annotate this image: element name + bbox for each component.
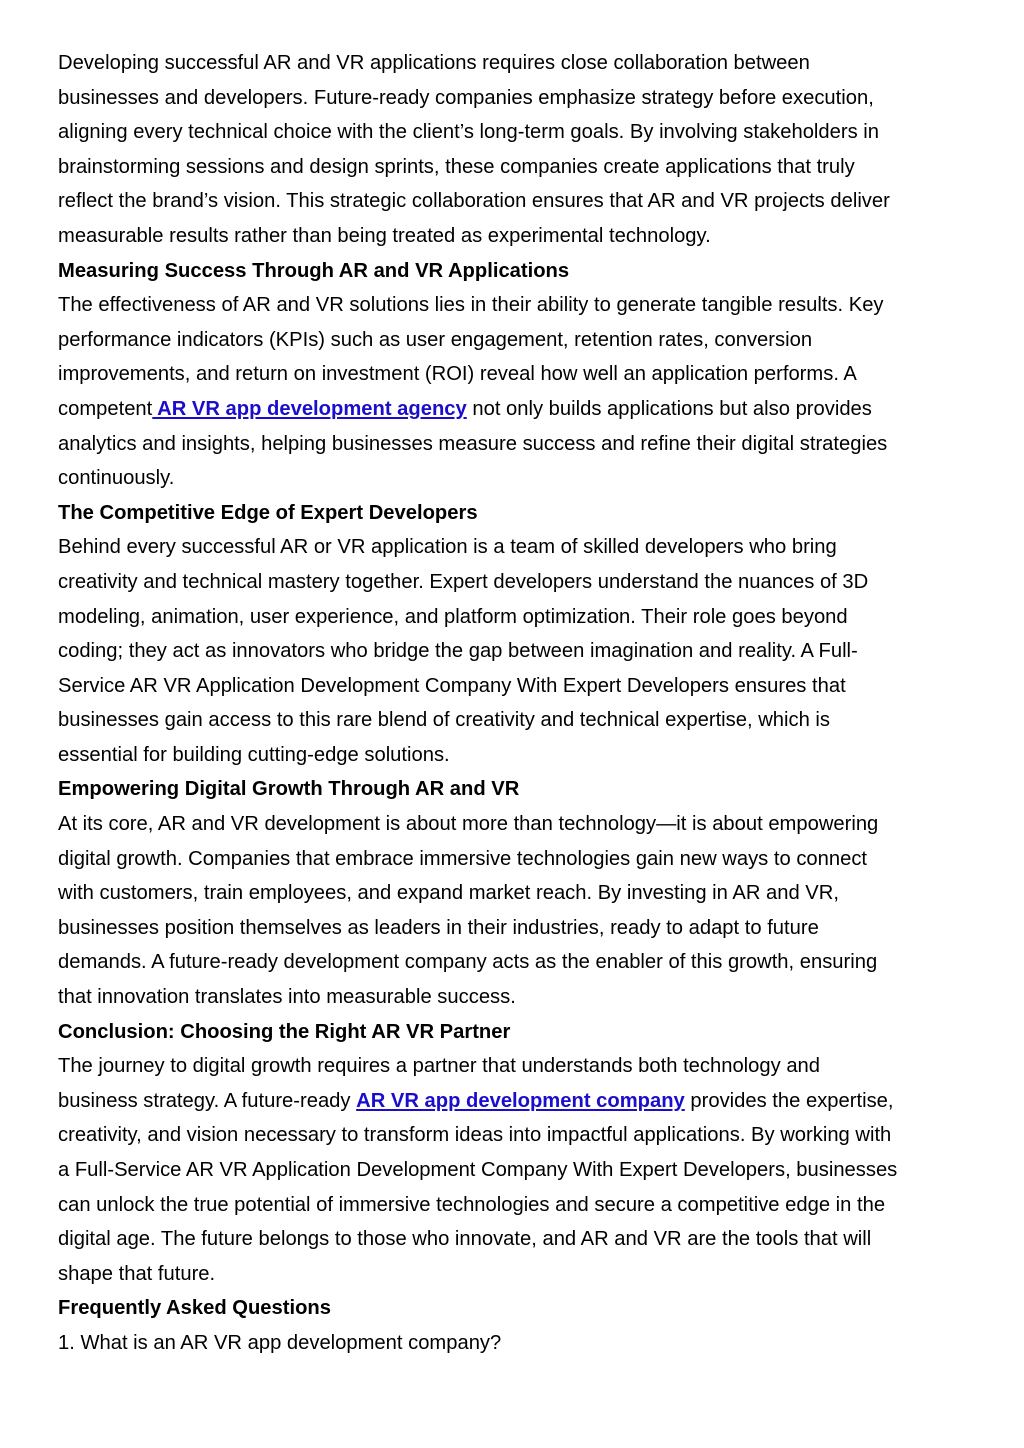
section-heading-measuring: Measuring Success Through AR and VR Applications <box>58 259 570 282</box>
text-line: analytics and insights, helping businesses measure success and refine their digital strategies <box>58 432 888 455</box>
section-heading-growth: Empowering Digital Growth Through AR and VR <box>58 778 520 801</box>
section-heading-edge: The Competitive Edge of Expert Developers <box>58 501 478 524</box>
edge-paragraph <box>58 530 978 772</box>
text-line: creativity, and vision necessary to transform ideas into impactful applications. By working with <box>58 1124 892 1147</box>
section-heading-faq: Frequently Asked Questions <box>58 1297 331 1320</box>
text-line: essential for building cutting-edge solutions. <box>58 743 450 766</box>
text-line-with-link <box>58 1084 978 1119</box>
text-line: with customers, train employees, and expand market reach. By investing in AR and VR, <box>58 882 839 905</box>
measuring-paragraph <box>58 288 978 496</box>
text-line: coding; they act as innovators who bridge the gap between imagination and reality. A Full- <box>58 640 858 663</box>
conclusion-paragraph <box>58 1049 978 1291</box>
growth-paragraph <box>58 807 978 1015</box>
text-line: measurable results rather than being treated as experimental technology. <box>58 224 711 247</box>
document-page <box>58 46 978 1361</box>
text-span: competent <box>58 397 153 420</box>
section-heading-conclusion: Conclusion: Choosing the Right AR VR Partner <box>58 1020 511 1043</box>
text-line: Behind every successful AR or VR application is a team of skilled developers who bring <box>58 536 837 559</box>
text-line: that innovation translates into measurable success. <box>58 986 516 1009</box>
text-line: At its core, AR and VR development is about more than technology—it is about empowering <box>58 813 879 836</box>
text-line: demands. A future-ready development company acts as the enabler of this growth, ensuring <box>58 951 878 974</box>
text-line: aligning every technical choice with the client’s long-term goals. By involving stakeholders in <box>58 121 880 144</box>
text-line: can unlock the true potential of immersive technologies and secure a competitive edge in the <box>58 1193 886 1216</box>
text-span: not only builds applications but also provides <box>466 397 872 420</box>
text-line: businesses position themselves as leaders in their industries, ready to adapt to future <box>58 916 819 939</box>
text-line: improvements, and return on investment (ROI) reveal how well an application performs. A <box>58 363 857 386</box>
text-line: The effectiveness of AR and VR solutions lies in their ability to generate tangible results. Key <box>58 294 884 317</box>
company-link[interactable]: AR VR app development company <box>356 1089 685 1112</box>
text-line: shape that future. <box>58 1262 216 1285</box>
text-line: The journey to digital growth requires a partner that understands both technology and <box>58 1055 820 1078</box>
text-line: Service AR VR Application Development Company With Expert Developers ensures that <box>58 674 846 697</box>
text-line: a Full-Service AR VR Application Development Company With Expert Developers, businesses <box>58 1159 898 1181</box>
text-line: Developing successful AR and VR applications requires close collaboration between <box>58 52 810 74</box>
text-line-with-link <box>58 392 978 427</box>
text-line: digital growth. Companies that embrace immersive technologies gain new ways to connect <box>58 847 868 870</box>
text-line: digital age. The future belongs to those who innovate, and AR and VR are the tools that will <box>58 1228 872 1251</box>
text-span: provides the expertise, <box>684 1089 894 1112</box>
text-line: performance indicators (KPIs) such as user engagement, retention rates, conversion <box>58 328 813 351</box>
text-line: brainstorming sessions and design sprints, these companies create applications that truly <box>58 155 855 178</box>
text-line: creativity and technical mastery together. Expert developers understand the nuances of 3D <box>58 570 869 593</box>
text-line: businesses and developers. Future-ready companies emphasize strategy before execution, <box>58 86 874 109</box>
intro-paragraph <box>58 46 978 254</box>
agency-link[interactable]: AR VR app development agency <box>152 397 467 420</box>
text-span: business strategy. A future-ready <box>58 1089 357 1112</box>
text-line: businesses gain access to this rare blend of creativity and technical expertise, which is <box>58 709 831 732</box>
text-line: continuously. <box>58 467 175 490</box>
text-line: modeling, animation, user experience, and platform optimization. Their role goes beyond <box>58 605 848 628</box>
faq-question: 1. What is an AR VR app development company? <box>58 1331 502 1354</box>
text-line: reflect the brand’s vision. This strategic collaboration ensures that AR and VR projects deliver <box>58 190 890 213</box>
